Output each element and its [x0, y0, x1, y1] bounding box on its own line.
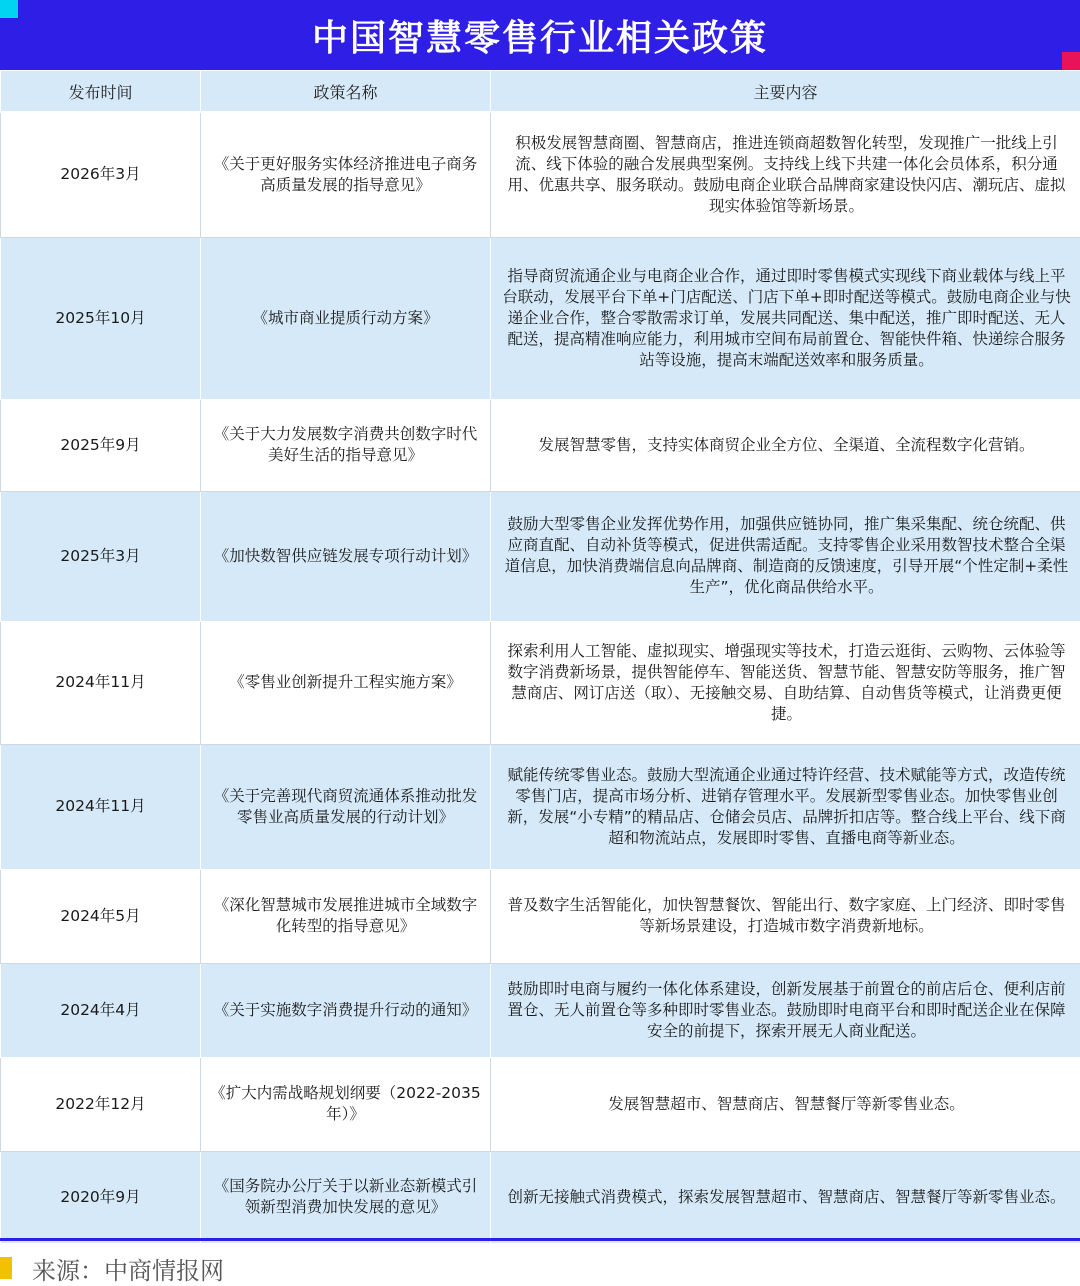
row-content: 鼓励即时电商与履约一体化体系建设，创新发展基于前置仓的前店后仓、便利店前置仓、无人前置仓等多种即时零售业态。鼓励即时电商平台和即时配送企业在保障安全的前提下，探索开展无人商业配送。 — [491, 963, 1080, 1057]
row-content: 鼓励大型零售企业发挥优势作用，加强供应链协同，推广集采集配、统仓统配、供应商直配、自动补货等模式，促进供需适配。支持零售企业采用数智技术整合全渠道信息，加快消费端信息向品牌商、制造商的反馈速度，引导开展“个性定制+柔性生产”，优化商品供给水平。 — [491, 491, 1080, 621]
row-date: 2024年5月 — [1, 869, 201, 963]
row-policy-name: 《零售业创新提升工程实施方案》 — [201, 621, 491, 744]
table-row — [1, 869, 1080, 963]
row-content: 积极发展智慧商圈、智慧商店，推进连锁商超数智化转型，发现推广一批线上引流、线下体验的融合发展典型案例。支持线上线下共建一体化会员体系，积分通用、优惠共享、服务联动。鼓励电商企业联合品牌商家建设快闪店、潮玩店、虚拟现实体验馆等新场景。 — [491, 112, 1080, 237]
row-date: 2026年3月 — [1, 112, 201, 237]
table-header-row — [1, 71, 1080, 113]
header-content: 主要内容 — [491, 71, 1080, 113]
row-date: 2024年11月 — [1, 744, 201, 869]
accent-corner-top-left — [0, 0, 18, 18]
row-content: 发展智慧零售，支持实体商贸企业全方位、全渠道、全流程数字化营销。 — [491, 399, 1080, 491]
page-title: 中国智慧零售行业相关政策 — [312, 10, 768, 61]
table-row — [1, 491, 1080, 621]
row-policy-name: 《深化智慧城市发展推进城市全域数字化转型的指导意见》 — [201, 869, 491, 963]
row-date: 2020年9月 — [1, 1151, 201, 1243]
source-line — [0, 1252, 224, 1284]
row-content: 创新无接触式消费模式，探索发展智慧超市、智慧商店、智慧餐厅等新零售业态。 — [491, 1151, 1080, 1243]
bottom-divider — [0, 1238, 1080, 1241]
policy-table — [0, 70, 1080, 1244]
row-date: 2022年12月 — [1, 1057, 201, 1151]
header-name: 政策名称 — [201, 71, 491, 113]
row-policy-name: 《城市商业提质行动方案》 — [201, 237, 491, 399]
source-marker — [0, 1257, 12, 1279]
row-policy-name: 《关于实施数字消费提升行动的通知》 — [201, 963, 491, 1057]
row-date: 2025年10月 — [1, 237, 201, 399]
table-row — [1, 1057, 1080, 1151]
table-row — [1, 399, 1080, 491]
row-policy-name: 《加快数智供应链发展专项行动计划》 — [201, 491, 491, 621]
row-policy-name: 《扩大内需战略规划纲要（2022-2035年）》 — [201, 1057, 491, 1151]
row-policy-name: 《关于大力发展数字消费共创数字时代美好生活的指导意见》 — [201, 399, 491, 491]
row-policy-name: 《国务院办公厅关于以新业态新模式引领新型消费加快发展的意见》 — [201, 1151, 491, 1243]
header-date: 发布时间 — [1, 71, 201, 113]
table-row — [1, 963, 1080, 1057]
row-content: 探索利用人工智能、虚拟现实、增强现实等技术，打造云逛街、云购物、云体验等数字消费新场景，提供智能停车、智能送货、智慧节能、智慧安防等服务，推广智慧商店、网订店送（取）、无接触交易、自助结算、自动售货等模式，让消费更便捷。 — [491, 621, 1080, 744]
table-row — [1, 621, 1080, 744]
row-content: 普及数字生活智能化，加快智慧餐饮、智能出行、数字家庭、上门经济、即时零售等新场景建设，打造城市数字消费新地标。 — [491, 869, 1080, 963]
table-row — [1, 112, 1080, 237]
table-row — [1, 237, 1080, 399]
row-date: 2025年3月 — [1, 491, 201, 621]
row-date: 2024年11月 — [1, 621, 201, 744]
row-date: 2024年4月 — [1, 963, 201, 1057]
accent-corner-right — [1062, 52, 1080, 70]
source-text: 来源：中商情报网 — [32, 1251, 224, 1286]
row-policy-name: 《关于完善现代商贸流通体系推动批发零售业高质量发展的行动计划》 — [201, 744, 491, 869]
table-row — [1, 744, 1080, 869]
row-content: 发展智慧超市、智慧商店、智慧餐厅等新零售业态。 — [491, 1057, 1080, 1151]
table-row — [1, 1151, 1080, 1243]
row-content: 赋能传统零售业态。鼓励大型流通企业通过特许经营、技术赋能等方式，改造传统零售门店，提高市场分析、进销存管理水平。发展新型零售业态。加快零售业创新，发展“小专精”的精品店、仓储会员店、品牌折扣店等。整合线上平台、线下商超和物流站点，发展即时零售、直播电商等新业态。 — [491, 744, 1080, 869]
row-date: 2025年9月 — [1, 399, 201, 491]
row-policy-name: 《关于更好服务实体经济推进电子商务高质量发展的指导意见》 — [201, 112, 491, 237]
row-content: 指导商贸流通企业与电商企业合作，通过即时零售模式实现线下商业载体与线上平台联动，发展平台下单+门店配送、门店下单+即时配送等模式。鼓励电商企业与快递企业合作，整合零散需求订单，发展共同配送、集中配送，推广即时配送、无人配送，提高精准响应能力，利用城市空间布局前置仓、智能快件箱、快递综合服务站等设施，提高末端配送效率和服务质量。 — [491, 237, 1080, 399]
title-bar — [0, 0, 1080, 70]
